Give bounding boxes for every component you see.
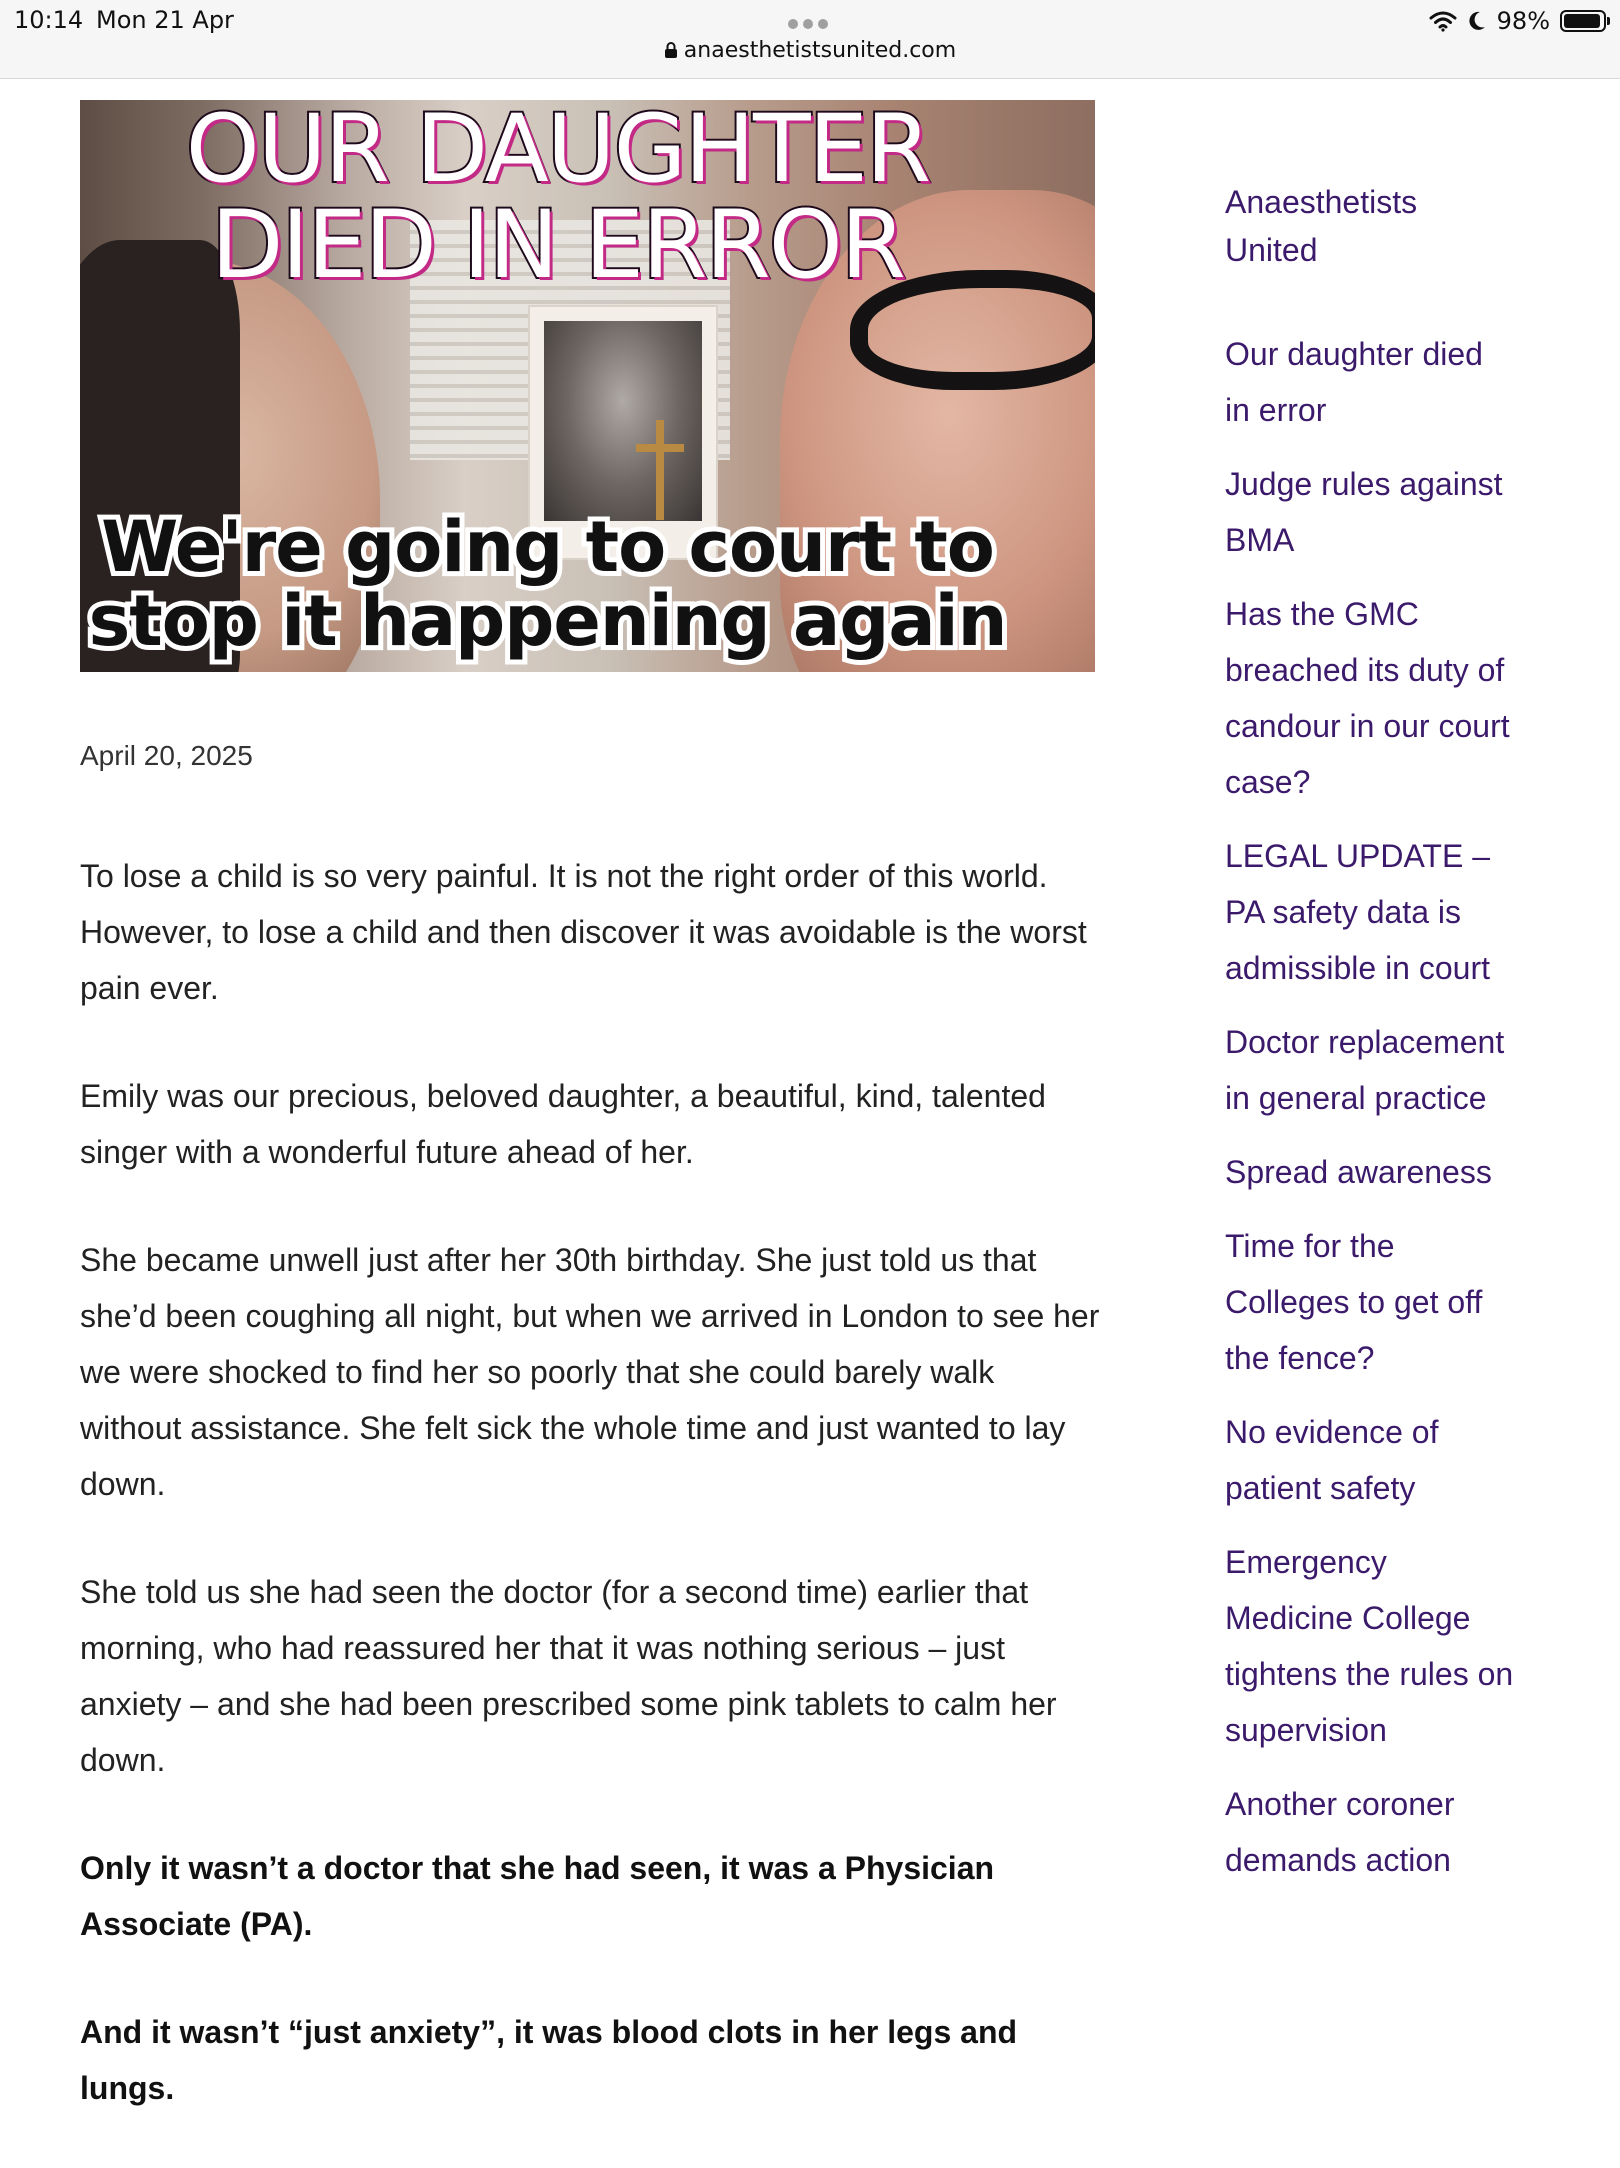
recent-post-link[interactable]: Time for the Colleges to get off the fence? [1225,1228,1483,1376]
hero-cross-bar [636,444,684,452]
hero-subline-line2: stop it happening again [88,580,1007,662]
list-item [1225,1014,1515,1126]
recent-post-link[interactable]: Another coroner demands action [1225,1786,1455,1878]
list-item [1225,586,1515,810]
status-time: 10:14 [14,6,84,34]
status-bar [0,0,1620,79]
sidebar [1225,178,1515,1906]
wifi-icon [1429,10,1457,32]
hero-headline-line2: DIED IN ERROR [211,191,904,300]
status-date: Mon 21 Apr [96,6,234,34]
recent-post-link[interactable]: Emergency Medicine College tightens the rules on supervision [1225,1544,1514,1748]
recent-post-link[interactable]: Judge rules against BMA [1225,466,1503,558]
hero-subline [80,506,1055,662]
list-item [1225,1776,1515,1888]
battery-percentage: 98% [1496,7,1550,35]
list-item [1225,1218,1515,1386]
battery-icon [1560,10,1606,32]
recent-post-link[interactable]: Doctor replacement in general practice [1225,1024,1505,1116]
hero-daughter-portrait [544,321,702,521]
article-paragraph: She told us she had seen the doctor (for a second time) earlier that morning, who had reassured her that it was nothing serious – just anxiety – and she had been prescribed some pink tablets to calm her down. [80,1574,1057,1778]
post-date: April 20, 2025 [80,740,253,771]
hero-headline-line1: OUR DAUGHTER [185,100,930,204]
recent-posts-list [1225,326,1515,1888]
status-right-group [1429,4,1606,38]
article-paragraph: She became unwell just after her 30th birthday. She just told us that she’d been coughing all night, but when we arrived in London to see her we were shocked to find her so poorly that she could barely walk without assistance. She felt sick the whole time and just wanted to lay down. [80,1242,1100,1502]
lock-icon [664,41,678,59]
list-item [1225,1404,1515,1516]
hero-image [80,100,1095,672]
hero-subline-line1: We're going to court to [101,506,994,588]
list-item [1225,456,1515,568]
recent-post-link[interactable]: Spread awareness [1225,1154,1492,1190]
recent-post-link[interactable]: Has the GMC breached its duty of candour in our court case? [1225,596,1510,800]
list-item [1225,828,1515,996]
multitasking-dots-icon[interactable] [788,14,834,24]
site-title-link[interactable]: Anaesthetists United [1225,184,1418,268]
article-body [80,848,1100,2168]
list-item [1225,1534,1515,1758]
moon-icon [1467,10,1487,32]
list-item [1225,326,1515,438]
address-url: anaesthetistsunited.com [683,38,957,63]
article-paragraph-bold: And it wasn’t “just anxiety”, it was blood clots in her legs and lungs. [80,2014,1018,2106]
recent-post-link[interactable]: No evidence of patient safety [1225,1414,1439,1506]
article-paragraph: To lose a child is so very painful. It is not the right order of this world. However, to lose a child and then discover it was avoidable is the worst pain ever. [80,858,1087,1006]
hero-cross [656,420,664,520]
list-item [1225,1144,1515,1200]
recent-post-link[interactable]: LEGAL UPDATE – PA safety data is admissible in court [1225,838,1490,986]
hero-headline [80,100,1065,300]
address-bar[interactable] [0,38,1620,63]
article-paragraph: Emily was our precious, beloved daughter, a beautiful, kind, talented singer with a wonderful future ahead of her. [80,1078,1046,1170]
recent-post-link[interactable]: Our daughter died in error [1225,336,1483,428]
article-paragraph-bold: Only it wasn’t a doctor that she had seen, it was a Physician Associate (PA). [80,1850,995,1942]
